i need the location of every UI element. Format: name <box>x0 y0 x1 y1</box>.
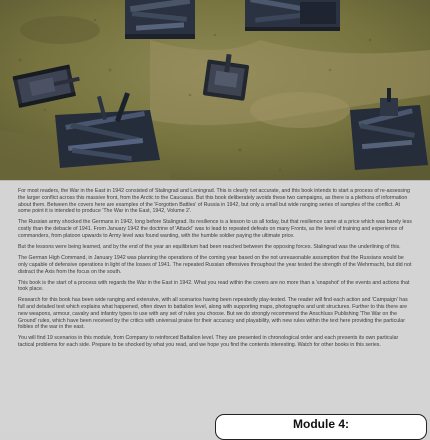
paragraph-5: This book is the start of a process with regards the War in the East in 1942. What you read within the covers are no more than a 'snapshot' of the events and actions that took place. <box>18 279 410 293</box>
blurb-text <box>18 188 412 353</box>
paragraph-4: The German High Command, in January 1942 was planning the operations of the coming year based on the not unreasonable assumption that the Russians would be only capable of defensive operations in light of the losses of 1941. The repeated Russian offensives throughout the year tested the strength of the Wehrmacht, but did not distract the Axis from the focus on the south. <box>18 254 412 275</box>
ruined-building-top-center <box>125 0 195 39</box>
paragraph-7: You will find 19 scenarios in this module, from Company to reinforced Battalion level. They are presented in chronological order and each presents its own particular tactical problems for each side. Prepare to be shocked by what you read, and we hope you find the contents interesting. Watch for other books in this series. <box>18 335 399 349</box>
wargame-photo <box>0 0 430 180</box>
paragraph-1: For most readers, the War in the East in 1942 consisted of Stalingrad and Leningrad. This is clearly not accurate, and this book intends to start a process of re-assessing the larger conflict across this massive front, from the Arctic to the Caucasus. But this book deliberately avoids these two campaigns, as there is a plethora of information about them. Between the covers here are examples of the 'Forgotten Battles' of Russia in 1942, but only a small but wide ranging series of samples of the conflict. At some point it is intended to produce 'The War in the East, 1942, Volume 2'. <box>18 188 410 215</box>
module-label: Module 4: <box>293 417 349 431</box>
ruined-building-top-right <box>245 0 340 31</box>
blurb-panel <box>0 180 430 431</box>
wargame-scene-illustration <box>0 0 430 180</box>
paragraph-3: But the lessons were being learned, and by the end of the year an equilibrium had been reached between the opposing forces. Stalingrad was the underlining of this. <box>18 243 401 250</box>
paragraph-6: Research for this book has been wide ranging and extensive, with all scenarios having been repeatedly play-tested. The reader will find each action and 'Campaign' has full and detailed text which explains what happened, often down to battalion level, along with supporting maps, photographs and unit structures. Further to this there are new weapons, armour, cavalry and infantry types to use with any set of rules you choose. But we do strongly recommend the Anschluss Publishing 'The War on the Ground' rules, which have been received by the critics with universal praise for their accuracy and playability, with new rules within the text here providing the particular foibles of the war in the east. <box>18 297 408 331</box>
module-badge <box>215 414 427 440</box>
paragraph-2: The Russian army shocked the Germans in 1942, long before Stalingrad. Its resilience is a lesson to us all today, but that resilience came at a price which was barely less costly than the debacle of 1941. From January 1942 the doctrine of 'Attack!' was to lead to repeated defeats on many Fronts, as the level of training and experience of commanders, from platoon upwards to Army level was found wanting, with the humble soldier paying the ultimate price. <box>18 219 412 239</box>
